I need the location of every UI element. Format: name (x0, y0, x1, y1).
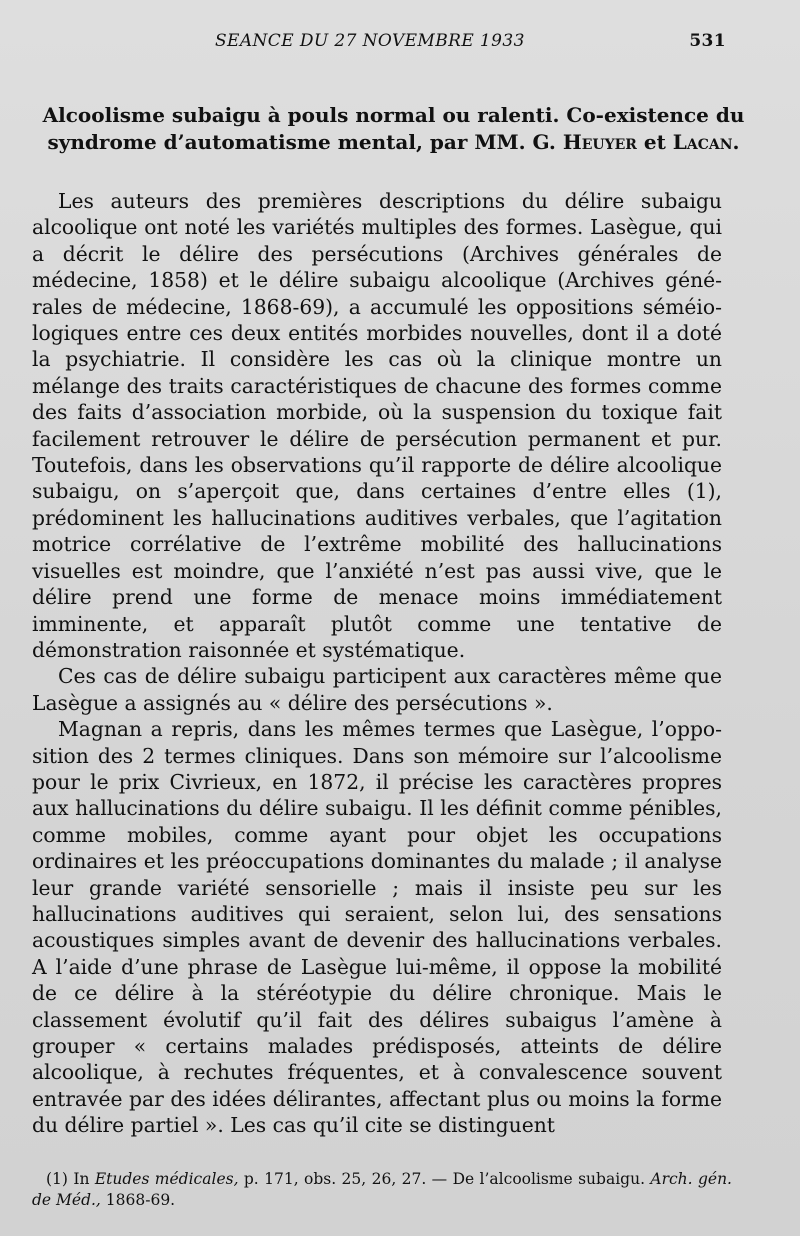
footnote-source: Arch. gén. de Méd., (32, 1170, 732, 1209)
footnote-tail: 1868-69. (100, 1191, 176, 1209)
author-lacan: Lacan (672, 130, 733, 154)
author-conjunction: et (636, 130, 673, 154)
article-title (27, 102, 760, 156)
page-number: 531 (689, 31, 726, 51)
paragraph-3: Magnan a repris, dans les mêmes termes que Lasègue, l’opposition des 2 termes cliniques. Dans son mémoire sur l’alcoolisme pour le prix Civrieux, en 1872, il précise les caractères propres aux hallucinations du délire subaigu. Il les définit comme pénibles, comme mobiles, comme ayant pour objet les occupations ordinaires et les préoccupations dominantes du malade ; il analyse leur grande variété sensorielle ; mais il insiste peu sur les hallucinations auditives qui seraient, selon lui, des sensations acoustiques simples avant de devenir des hallucinations verbales. A l’aide d’une phrase de Lasègue lui-même, il oppose la mobilité de ce délire à la stéréotypie du délire chronique. Mais le classement évolutif qu’il fait des délires subaigus l’amène à grouper « certains malades prédisposés, atteints de délire alcoolique, à rechutes fréquentes, et à convalescence souvent entravée par des idées délirantes, affectant plus ou moins la forme du délire partiel ». Les cas qu’il cite se distinguent (32, 717, 722, 1138)
author-heuyer: Heuyer (562, 130, 637, 154)
paragraph-1: Les auteurs des premières descriptions du délire subaigu alcoolique ont noté les variétés multiples des formes. Lasègue, qui a décrit le délire des persécutions (Archives générales de médecine, 1858) et le délire subaigu alcoolique (Archives générales de médecine, 1868-69), a accumulé les oppositions séméiologiques entre ces deux entités morbides nouvelles, dont il a doté la psychiatrie. Il considère les cas où la clinique montre un mélange des traits caractéristiques de chacune des formes comme des faits d’association morbide, où la suspension du toxique fait facilement retrouver le délire de persécution permanent et pur. Toutefois, dans les observations qu’il rapporte de délire alcoolique subaigu, on s’aperçoit que, dans certaines d’entre elles (1), prédominent les hallucinations auditives verbales, que l’agitation motrice corrélative de l’extrême mobilité des hallucinations visuelles est moindre, que l’anxiété n’est pas aussi vive, que le délire prend une forme de menace moins immédiatement imminente, et apparaît plutôt comme une tentative de démonstration raisonnée et systématique. (32, 189, 722, 662)
footnote-mid: p. 171, obs. 25, 26, 27. — De l’alcoolisme subaigu. (238, 1170, 651, 1188)
footnote-journal: Etudes médicales, (94, 1170, 239, 1188)
title-end: . (732, 130, 740, 154)
footnote-1 (32, 1169, 732, 1211)
footnote-lead: (1) In (46, 1170, 95, 1188)
running-header (31, 31, 726, 57)
paragraph-2: Ces cas de délire subaigu participent aux caractères même que Lasègue a assignés au « délire des persécutions ». (32, 664, 722, 715)
article-body (32, 188, 722, 1139)
running-title: SEANCE DU 27 NOVEMBRE 1933 (215, 31, 525, 51)
footnote (32, 1169, 732, 1211)
article-title-main: Alcoolisme subaigu à pouls normal ou ralenti. Co-existence du syndrome d’automatisme mental, par MM. G. (42, 103, 745, 154)
